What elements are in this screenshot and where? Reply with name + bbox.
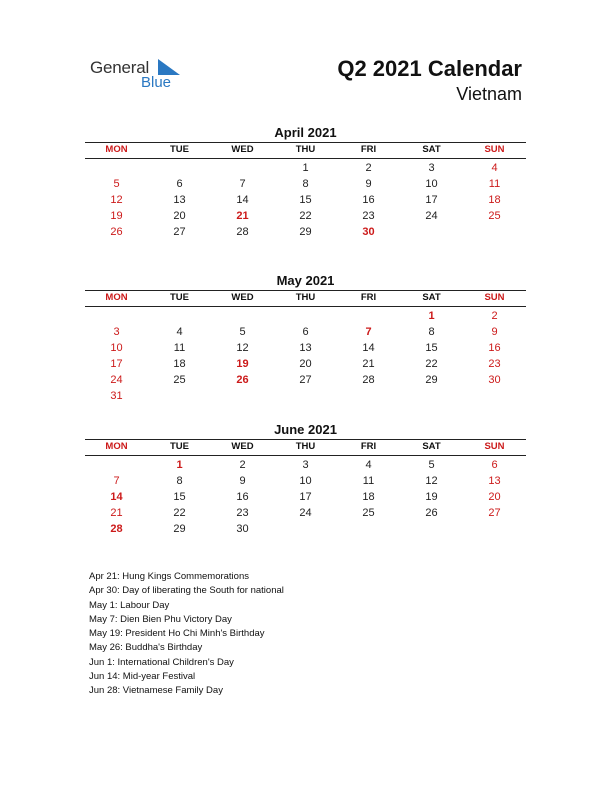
weekday-label: SUN: [484, 292, 505, 303]
day-cell: 10: [110, 342, 123, 354]
weekday-header-row: [85, 290, 526, 307]
day-cell: 29: [173, 523, 186, 535]
week-row: [85, 192, 526, 208]
empty-day-cell: [148, 160, 211, 176]
weekday-label: THU: [295, 292, 316, 303]
day-cell: 3: [302, 459, 309, 471]
day-cell: 7: [365, 326, 372, 338]
empty-day-cell: [211, 308, 274, 324]
weekday-label: FRI: [360, 292, 377, 303]
day-cell: 5: [113, 178, 120, 190]
day-cell: 6: [491, 459, 498, 471]
day-cell: 27: [488, 507, 501, 519]
day-cell: 17: [110, 358, 123, 370]
weekday-label: SUN: [484, 144, 505, 155]
day-cell: 25: [488, 210, 501, 222]
weekday-label: THU: [295, 144, 316, 155]
day-cell: 24: [110, 374, 123, 386]
page-title: Q2 2021 Calendar: [337, 56, 522, 81]
day-cell: 2: [365, 162, 372, 174]
day-cell: 16: [236, 491, 249, 503]
day-cell: 23: [236, 507, 249, 519]
brand-logo: [90, 56, 200, 96]
day-cell: 31: [110, 390, 123, 402]
day-cell: 29: [299, 226, 312, 238]
day-cell: 22: [173, 507, 186, 519]
month-grid: [85, 159, 526, 240]
weekday-label: MON: [105, 144, 128, 155]
day-cell: 15: [299, 194, 312, 206]
day-cell: 26: [110, 226, 123, 238]
day-cell: 1: [302, 162, 309, 174]
empty-day-cell: [85, 308, 148, 324]
day-cell: 23: [488, 358, 501, 370]
day-cell: 13: [488, 475, 501, 487]
holiday-list: [89, 570, 529, 699]
day-cell: 2: [239, 459, 246, 471]
day-cell: 12: [110, 194, 123, 206]
month-title: April 2021: [274, 125, 337, 140]
day-cell: 12: [236, 342, 249, 354]
weekday-header-row: [85, 439, 526, 456]
week-row: [85, 388, 526, 404]
empty-day-cell: [463, 521, 526, 537]
day-cell: 28: [362, 374, 375, 386]
weekday-label: FRI: [360, 441, 377, 452]
week-row: [85, 372, 526, 388]
flag-triangle-icon: [158, 59, 180, 75]
empty-day-cell: [211, 388, 274, 404]
weekday-label: FRI: [360, 144, 377, 155]
weekday-header-row: [85, 142, 526, 159]
day-cell: 11: [362, 475, 375, 487]
day-cell: 16: [488, 342, 501, 354]
week-row: [85, 160, 526, 176]
day-cell: 16: [362, 194, 375, 206]
empty-day-cell: [148, 308, 211, 324]
month-june: [85, 421, 526, 537]
week-row: [85, 505, 526, 521]
day-cell: 27: [299, 374, 312, 386]
day-cell: 28: [110, 523, 123, 535]
day-cell: 12: [425, 475, 438, 487]
day-cell: 26: [236, 374, 249, 386]
day-cell: 8: [176, 475, 183, 487]
day-cell: 17: [425, 194, 438, 206]
weekday-label: SUN: [484, 441, 505, 452]
day-cell: 1: [428, 310, 435, 322]
day-cell: 14: [362, 342, 375, 354]
day-cell: 6: [176, 178, 183, 190]
empty-day-cell: [337, 521, 400, 537]
weekday-label: TUE: [170, 441, 189, 452]
day-cell: 30: [488, 374, 501, 386]
day-cell: 11: [488, 178, 501, 190]
day-cell: 29: [425, 374, 438, 386]
weekday-label: SAT: [422, 292, 441, 303]
week-row: [85, 457, 526, 473]
empty-day-cell: [85, 160, 148, 176]
day-cell: 3: [428, 162, 435, 174]
holiday-item: May 7: Dien Bien Phu Victory Day: [89, 613, 232, 625]
empty-day-cell: [400, 224, 463, 240]
day-cell: 8: [302, 178, 309, 190]
day-cell: 20: [488, 491, 501, 503]
day-cell: 15: [173, 491, 186, 503]
empty-day-cell: [463, 224, 526, 240]
day-cell: 2: [491, 310, 498, 322]
holiday-item: Apr 30: Day of liberating the South for national: [89, 585, 284, 597]
day-cell: 1: [176, 459, 183, 471]
week-row: [85, 356, 526, 372]
week-row: [85, 308, 526, 324]
weekday-label: TUE: [170, 144, 189, 155]
day-cell: 7: [113, 475, 120, 487]
weekday-label: TUE: [170, 292, 189, 303]
brand-general: General: [90, 58, 150, 77]
weekday-label: SAT: [422, 144, 441, 155]
day-cell: 19: [425, 491, 438, 503]
week-row: [85, 176, 526, 192]
day-cell: 18: [173, 358, 186, 370]
day-cell: 26: [425, 507, 438, 519]
day-cell: 22: [299, 210, 312, 222]
day-cell: 24: [299, 507, 312, 519]
month-title: June 2021: [274, 422, 337, 437]
day-cell: 3: [113, 326, 120, 338]
day-cell: 13: [299, 342, 312, 354]
brand-blue: Blue: [141, 74, 172, 91]
weekday-label: WED: [231, 441, 254, 452]
weekday-label: THU: [295, 441, 316, 452]
holiday-item: Jun 14: Mid-year Festival: [89, 671, 196, 683]
country-name: Vietnam: [456, 84, 522, 104]
day-cell: 18: [362, 491, 375, 503]
day-cell: 11: [173, 342, 186, 354]
holiday-item: May 26: Buddha's Birthday: [89, 642, 203, 654]
empty-day-cell: [148, 388, 211, 404]
holiday-item: Apr 21: Hung Kings Commemorations: [89, 571, 249, 582]
weekday-label: SAT: [422, 441, 441, 452]
day-cell: 22: [425, 358, 438, 370]
day-cell: 9: [239, 475, 246, 487]
day-cell: 17: [299, 491, 312, 503]
week-row: [85, 324, 526, 340]
week-row: [85, 340, 526, 356]
month-may: [85, 272, 526, 404]
empty-day-cell: [400, 521, 463, 537]
week-row: [85, 224, 526, 240]
day-cell: 14: [236, 194, 249, 206]
day-cell: 19: [110, 210, 123, 222]
month-april: [85, 124, 526, 240]
day-cell: 7: [239, 178, 246, 190]
day-cell: 8: [428, 326, 435, 338]
holiday-item: Jun 28: Vietnamese Family Day: [89, 685, 223, 697]
week-row: [85, 521, 526, 537]
week-row: [85, 208, 526, 224]
day-cell: 4: [491, 162, 498, 174]
day-cell: 4: [176, 326, 183, 338]
day-cell: 9: [491, 326, 498, 338]
weekday-label: MON: [105, 292, 128, 303]
day-cell: 20: [299, 358, 312, 370]
day-cell: 25: [173, 374, 186, 386]
weekday-label: WED: [231, 144, 254, 155]
empty-day-cell: [274, 388, 337, 404]
empty-day-cell: [463, 388, 526, 404]
day-cell: 21: [362, 358, 375, 370]
day-cell: 27: [173, 226, 186, 238]
empty-day-cell: [400, 388, 463, 404]
day-cell: 10: [425, 178, 438, 190]
day-cell: 14: [110, 491, 123, 503]
day-cell: 13: [173, 194, 186, 206]
day-cell: 24: [425, 210, 438, 222]
month-grid: [85, 307, 526, 404]
day-cell: 5: [428, 459, 435, 471]
day-cell: 15: [425, 342, 438, 354]
day-cell: 10: [299, 475, 312, 487]
day-cell: 9: [365, 178, 372, 190]
empty-day-cell: [337, 388, 400, 404]
empty-day-cell: [274, 521, 337, 537]
week-row: [85, 489, 526, 505]
day-cell: 28: [236, 226, 249, 238]
day-cell: 30: [362, 226, 375, 238]
empty-day-cell: [211, 160, 274, 176]
empty-day-cell: [337, 308, 400, 324]
empty-day-cell: [85, 457, 148, 473]
month-grid: [85, 456, 526, 537]
weekday-label: WED: [231, 292, 254, 303]
day-cell: 4: [365, 459, 372, 471]
weekday-label: MON: [105, 441, 128, 452]
week-row: [85, 473, 526, 489]
holiday-item: May 1: Labour Day: [89, 599, 170, 611]
day-cell: 23: [362, 210, 375, 222]
day-cell: 5: [239, 326, 246, 338]
day-cell: 18: [488, 194, 501, 206]
month-title: May 2021: [276, 273, 335, 288]
empty-day-cell: [274, 308, 337, 324]
day-cell: 19: [236, 358, 249, 370]
holiday-item: Jun 1: International Children's Day: [89, 656, 234, 668]
day-cell: 6: [302, 326, 309, 338]
day-cell: 25: [362, 507, 375, 519]
holiday-item: May 19: President Ho Chi Minh's Birthday: [89, 628, 265, 640]
day-cell: 21: [110, 507, 123, 519]
day-cell: 20: [173, 210, 186, 222]
day-cell: 30: [236, 523, 249, 535]
day-cell: 21: [236, 210, 249, 222]
